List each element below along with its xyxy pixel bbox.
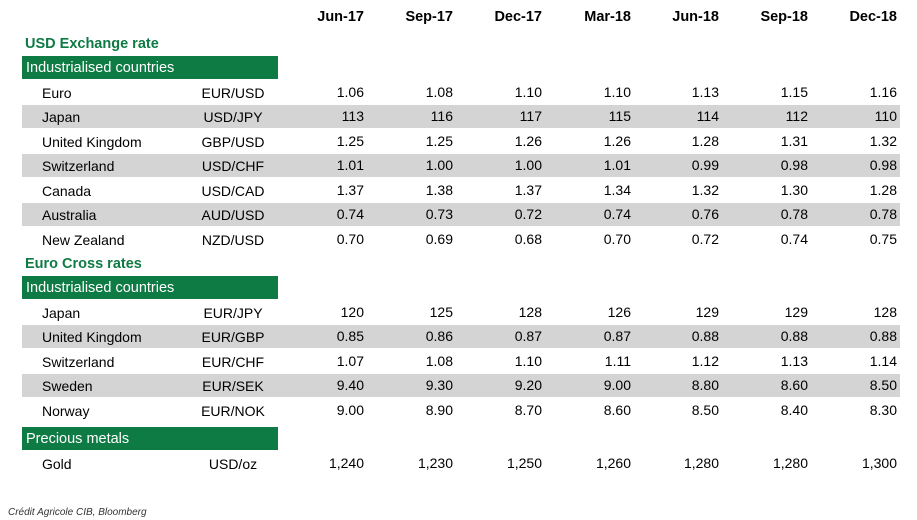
row-name: Switzerland: [42, 158, 115, 174]
value-cell: 126: [607, 303, 631, 320]
currency-pair: EUR/NOK: [201, 402, 265, 419]
value-cell: 110: [874, 108, 897, 124]
value-cell: 1.26: [514, 132, 542, 149]
value-cell: 1.15: [780, 83, 808, 100]
value-cell: 1,280: [772, 454, 808, 471]
table-row: [22, 350, 900, 373]
group-label: Industrialised countries: [26, 60, 175, 76]
value-cell: 1,230: [417, 454, 453, 471]
value-cell: 0.76: [691, 206, 719, 222]
value-cell: 125: [429, 303, 453, 320]
value-cell: 0.88: [869, 328, 897, 344]
currency-pair: AUD/USD: [201, 207, 265, 223]
value-cell: 129: [784, 303, 808, 320]
value-cell: 0.87: [514, 328, 542, 344]
value-cell: 0.98: [869, 157, 897, 173]
row-name: New Zealand: [42, 231, 125, 248]
value-cell: 0.74: [780, 230, 808, 247]
currency-pair: EUR/SEK: [202, 378, 264, 394]
value-cell: 1.08: [425, 352, 453, 369]
table-row: [22, 105, 900, 128]
value-cell: 1.38: [425, 181, 453, 198]
currency-pair: EUR/JPY: [203, 304, 263, 321]
value-cell: 0.75: [869, 230, 897, 247]
value-cell: 1.10: [514, 83, 542, 100]
value-cell: 8.50: [869, 377, 897, 393]
value-cell: 114: [696, 108, 719, 124]
group-label: Precious metals: [26, 431, 130, 447]
table-row: [22, 374, 900, 397]
row-name: Australia: [42, 207, 97, 223]
value-cell: 0.88: [780, 328, 808, 344]
value-cell: 1.13: [691, 83, 719, 100]
row-name: Canada: [42, 182, 92, 199]
value-cell: 8.90: [425, 401, 453, 418]
value-cell: 0.86: [425, 328, 453, 344]
value-cell: 1.00: [514, 157, 542, 173]
value-cell: 1,300: [861, 454, 897, 471]
value-cell: 0.88: [691, 328, 719, 344]
column-header: Sep-17: [405, 9, 453, 25]
value-cell: 1.00: [425, 157, 453, 173]
value-cell: 120: [340, 303, 364, 320]
value-cell: 128: [518, 303, 542, 320]
value-cell: 0.78: [780, 206, 808, 222]
value-cell: 8.70: [514, 401, 542, 418]
currency-pair: GBP/USD: [201, 133, 265, 150]
group-header: [22, 276, 278, 299]
column-header: Dec-18: [849, 9, 897, 25]
table-row: [22, 203, 900, 226]
value-cell: 8.60: [603, 401, 631, 418]
value-cell: 9.00: [336, 401, 364, 418]
row-name: Norway: [42, 402, 90, 419]
value-cell: 1.30: [780, 181, 808, 198]
table-row: [22, 81, 900, 104]
value-cell: 9.30: [425, 377, 453, 393]
currency-pair: USD/oz: [208, 455, 258, 472]
value-cell: 0.70: [603, 230, 631, 247]
value-cell: 8.60: [780, 377, 808, 393]
row-name: United Kingdom: [42, 329, 142, 345]
value-cell: 0.69: [425, 230, 453, 247]
value-cell: 112: [785, 108, 808, 124]
currency-pair: EUR/CHF: [201, 353, 265, 370]
section-title: USD Exchange rate: [25, 36, 159, 52]
column-header: Jun-17: [317, 9, 364, 25]
column-header: Sep-18: [760, 9, 808, 25]
value-cell: 0.74: [336, 206, 364, 222]
value-cell: 128: [873, 303, 897, 320]
value-cell: 113: [341, 108, 364, 124]
value-cell: 1.08: [425, 83, 453, 100]
table-row: [22, 179, 900, 202]
value-cell: 1.25: [336, 132, 364, 149]
value-cell: 1.26: [603, 132, 631, 149]
currency-pair: EUR/USD: [201, 84, 265, 101]
table-row: [22, 301, 900, 324]
group-header: [22, 56, 278, 79]
row-name: Gold: [42, 455, 72, 472]
value-cell: 0.74: [603, 206, 631, 222]
section-title: Euro Cross rates: [25, 256, 142, 272]
table-row: [22, 228, 900, 251]
value-cell: 0.87: [603, 328, 631, 344]
row-name: Switzerland: [42, 353, 115, 370]
value-cell: 1.16: [869, 83, 897, 100]
column-header: Mar-18: [584, 9, 631, 25]
value-cell: 116: [430, 108, 453, 124]
currency-pair: NZD/USD: [201, 231, 265, 248]
value-cell: 0.70: [336, 230, 364, 247]
row-name: Sweden: [42, 378, 93, 394]
source-note: Crédit Agricole CIB, Bloomberg: [8, 507, 147, 518]
value-cell: 1.10: [514, 352, 542, 369]
value-cell: 1.06: [336, 83, 364, 100]
currency-pair: USD/CAD: [201, 182, 265, 199]
row-name: Japan: [42, 109, 81, 125]
value-cell: 0.72: [691, 230, 719, 247]
value-cell: 117: [519, 108, 542, 124]
value-cell: 0.72: [514, 206, 542, 222]
value-cell: 1.07: [336, 352, 364, 369]
value-cell: 9.00: [603, 377, 631, 393]
value-cell: 8.40: [780, 401, 808, 418]
value-cell: 9.20: [514, 377, 542, 393]
value-cell: 0.98: [780, 157, 808, 173]
value-cell: 115: [608, 108, 631, 124]
table-row: [22, 154, 900, 177]
value-cell: 1.32: [869, 132, 897, 149]
table-row: [22, 399, 900, 422]
value-cell: 1.37: [514, 181, 542, 198]
value-cell: 0.68: [514, 230, 542, 247]
currency-pair: USD/JPY: [203, 109, 263, 125]
value-cell: 1.11: [604, 352, 631, 369]
column-header: Jun-18: [672, 9, 719, 25]
column-header: Dec-17: [494, 9, 542, 25]
value-cell: 1.10: [603, 83, 631, 100]
value-cell: 0.78: [869, 206, 897, 222]
value-cell: 1.37: [336, 181, 364, 198]
table-row: [22, 452, 900, 475]
value-cell: 1,280: [683, 454, 719, 471]
group-label: Industrialised countries: [26, 280, 175, 296]
value-cell: 129: [695, 303, 719, 320]
row-name: United Kingdom: [42, 133, 142, 150]
value-cell: 9.40: [336, 377, 364, 393]
value-cell: 1.13: [780, 352, 808, 369]
table-row: [22, 130, 900, 153]
value-cell: 1.14: [869, 352, 897, 369]
value-cell: 1,260: [595, 454, 631, 471]
value-cell: 1.25: [425, 132, 453, 149]
value-cell: 8.30: [869, 401, 897, 418]
value-cell: 1.01: [603, 157, 631, 173]
value-cell: 1,240: [328, 454, 364, 471]
value-cell: 0.99: [691, 157, 719, 173]
value-cell: 1.28: [691, 132, 719, 149]
value-cell: 1.28: [869, 181, 897, 198]
value-cell: 1.31: [780, 132, 808, 149]
currency-pair: USD/CHF: [201, 158, 265, 174]
value-cell: 1.12: [691, 352, 719, 369]
value-cell: 8.80: [691, 377, 719, 393]
value-cell: 1,250: [506, 454, 542, 471]
value-cell: 0.85: [336, 328, 364, 344]
value-cell: 1.34: [603, 181, 631, 198]
row-name: Japan: [42, 304, 81, 321]
value-cell: 1.01: [336, 157, 364, 173]
value-cell: 8.50: [691, 401, 719, 418]
group-header: [22, 427, 278, 450]
currency-pair: EUR/GBP: [201, 329, 265, 345]
table-row: [22, 325, 900, 348]
value-cell: 0.73: [425, 206, 453, 222]
row-name: Euro: [42, 84, 72, 101]
value-cell: 1.32: [691, 181, 719, 198]
